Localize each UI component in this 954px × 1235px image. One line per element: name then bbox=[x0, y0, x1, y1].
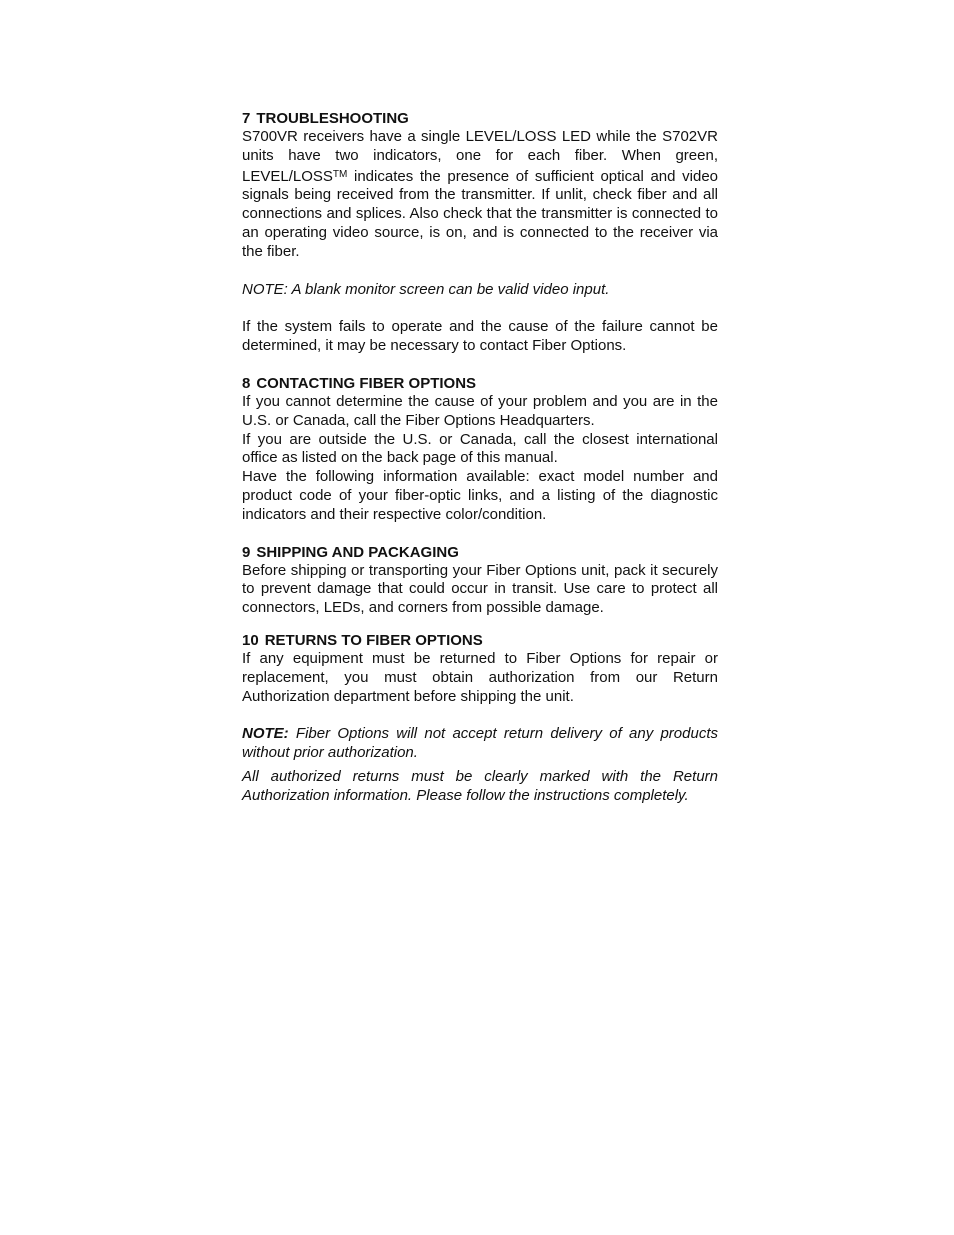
section-shipping bbox=[242, 544, 718, 618]
section-contacting bbox=[242, 375, 718, 525]
paragraph: If any equipment must be returned to Fiber Options for repair or replacement, you must obtain authorization from our Return Authorization department before shipping the unit. bbox=[242, 649, 718, 705]
paragraph-text: S700VR receivers have a single LEVEL/LOSS LED while the S702VR units have two indicators, one for each fiber. When green, LEVEL/LOSS bbox=[242, 128, 718, 185]
section-returns bbox=[242, 632, 718, 806]
section-heading bbox=[242, 544, 718, 562]
section-troubleshooting bbox=[242, 110, 718, 356]
section-title: RETURNS TO FIBER OPTIONS bbox=[264, 631, 483, 649]
section-number: 7 bbox=[242, 110, 251, 127]
section-heading bbox=[242, 375, 718, 393]
paragraph: Before shipping or transporting your Fiber Options unit, pack it securely to prevent damage that could occur in transit. Use care to protect all connectors, LEDs, and corners from possible damage. bbox=[242, 561, 718, 617]
paragraph: If you are outside the U.S. or Canada, call the closest international office as listed on the back page of this manual. bbox=[242, 430, 718, 467]
note-paragraph: NOTE: A blank monitor screen can be valid video input. bbox=[242, 280, 610, 298]
section-number: 8 bbox=[242, 374, 251, 392]
section-title: CONTACTING FIBER OPTIONS bbox=[256, 374, 477, 392]
note-paragraph: All authorized returns must be clearly marked with the Return Authorization information. Please follow the instructions completely. bbox=[242, 767, 718, 804]
paragraph-text: indicates the presence of sufficient optical and video signals being received from the transmitter. If unlit, check fiber and all connections and splices. Also check that the transmitter is connected to an operating video source, is on, and is connected to the receiver via the fiber. bbox=[242, 167, 718, 260]
manual-page bbox=[242, 110, 718, 806]
paragraph: Have the following information available: exact model number and product code of your fiber-optic links, and a listing of the diagnostic indicators and their respective color/condition. bbox=[242, 468, 718, 523]
section-number: 10 bbox=[242, 631, 259, 649]
note-text: Fiber Options will not accept return delivery of any products without prior authorization. bbox=[242, 725, 718, 762]
note-label: NOTE: bbox=[242, 725, 289, 743]
section-title: TROUBLESHOOTING bbox=[256, 110, 409, 127]
section-heading bbox=[242, 110, 718, 128]
section-number: 9 bbox=[242, 543, 251, 561]
paragraph: If you cannot determine the cause of your problem and you are in the U.S. or Canada, call the Fiber Options Headquarters. bbox=[242, 392, 718, 429]
paragraph: If the system fails to operate and the cause of the failure cannot be determined, it may be necessary to contact Fiber Options. bbox=[242, 318, 718, 355]
trademark-mark: TM bbox=[332, 168, 348, 180]
section-title: SHIPPING AND PACKAGING bbox=[256, 543, 459, 561]
section-heading bbox=[242, 632, 718, 650]
paragraph bbox=[242, 128, 718, 262]
note-paragraph bbox=[242, 725, 718, 763]
